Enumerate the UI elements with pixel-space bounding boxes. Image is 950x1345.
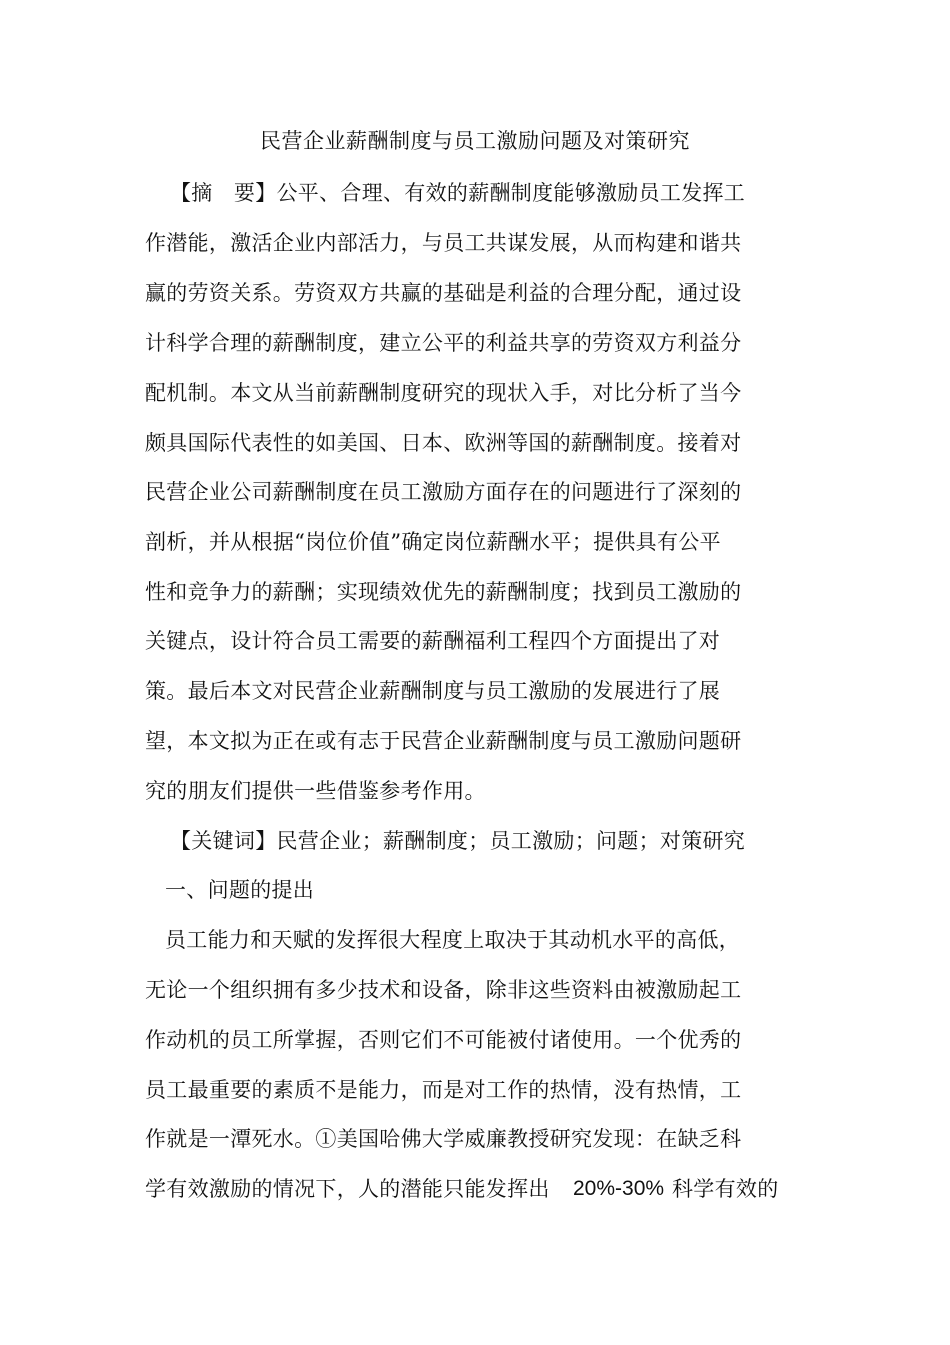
document-title: 民营企业薪酬制度与员工激励问题及对策研究 [260,129,690,153]
percentage-range: 20%-30% [573,1177,665,1200]
body-line-tail: 科学有效的 [672,1177,779,1201]
abstract-line: 剖析，并从根据“岗位价值”确定岗位薪酬水平；提供具有公平 [145,530,721,554]
abstract-line: 性和竞争力的薪酬；实现绩效优先的薪酬制度；找到员工激励的 [145,580,742,604]
abstract-line: 作潜能，激活企业内部活力，与员工共谋发展，从而构建和谐共 [145,231,742,255]
abstract-line: 颇具国际代表性的如美国、日本、欧洲等国的薪酬制度。接着对 [145,431,742,455]
abstract-line: 计科学合理的薪酬制度，建立公平的利益共享的劳资双方利益分 [145,331,742,355]
body-line: 学有效激励的情况下，人的潜能只能发挥出 [145,1177,550,1201]
abstract-line: 赢的劳资关系。劳资双方共赢的基础是利益的合理分配，通过设 [145,281,742,305]
abstract-line: 【摘 要】公平、合理、有效的薪酬制度能够激励员工发挥工 [170,181,746,205]
body-line: 员工最重要的素质不是能力，而是对工作的热情，没有热情，工 [145,1078,742,1102]
body-line: 无论一个组织拥有多少技术和设备，除非这些资料由被激励起工 [145,978,742,1002]
section-heading: 一、问题的提出 [165,878,315,902]
abstract-line: 策。最后本文对民营企业薪酬制度与员工激励的发展进行了展 [145,679,721,703]
abstract-line: 望，本文拟为正在或有志于民营企业薪酬制度与员工激励问题研 [145,729,742,753]
abstract-line: 究的朋友们提供一些借鉴参考作用。 [145,779,486,803]
body-line: 员工能力和天赋的发挥很大程度上取决于其动机水平的高低， [165,928,741,952]
body-line: 作就是一潭死水。①美国哈佛大学威廉教授研究发现：在缺乏科 [145,1127,742,1151]
body-line: 作动机的员工所掌握，否则它们不可能被付诸使用。一个优秀的 [145,1028,742,1052]
keywords-line: 【关键词】民营企业；薪酬制度；员工激励；问题；对策研究 [170,829,746,853]
abstract-line: 配机制。本文从当前薪酬制度研究的现状入手，对比分析了当今 [145,381,742,405]
abstract-line: 民营企业公司薪酬制度在员工激励方面存在的问题进行了深刻的 [145,480,742,504]
abstract-line: 关键点，设计符合员工需要的薪酬福利工程四个方面提出了对 [145,629,721,653]
